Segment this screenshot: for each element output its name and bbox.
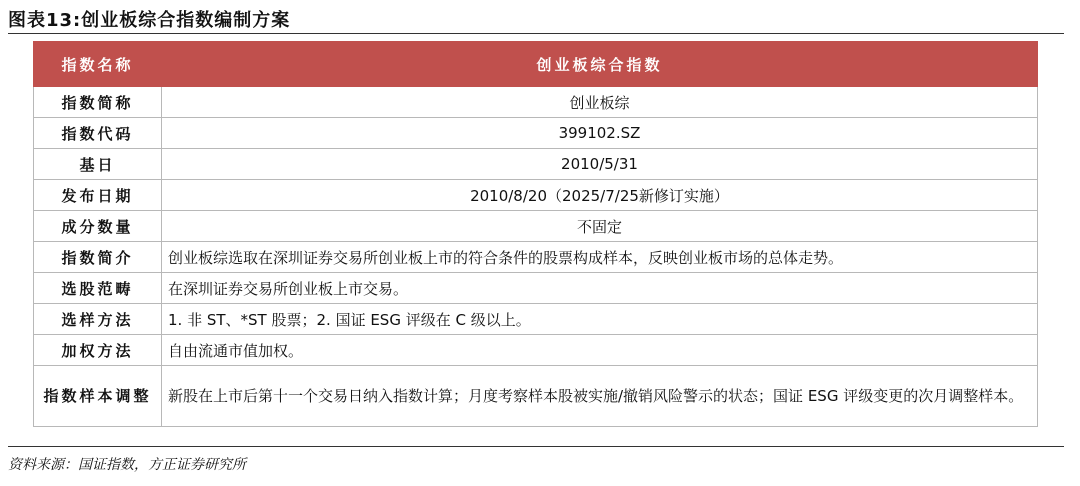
source-note: 资料来源：国证指数，方正证券研究所 xyxy=(8,457,246,473)
row-key-selection-method: 选样方法 xyxy=(34,304,162,335)
row-value-short-name: 创业板综 xyxy=(162,87,1038,118)
table-row xyxy=(34,366,1038,427)
table-row xyxy=(34,335,1038,366)
row-value-constituent-count: 不固定 xyxy=(162,211,1038,242)
row-key-selection-scope: 选股范畴 xyxy=(34,273,162,304)
header-key-cell: 指数名称 xyxy=(34,42,162,87)
row-key-introduction: 指数简介 xyxy=(34,242,162,273)
row-value-selection-method: 1. 非 ST、*ST 股票；2. 国证 ESG 评级在 C 级以上。 xyxy=(162,304,1038,335)
row-value-code: 399102.SZ xyxy=(162,118,1038,149)
table-row xyxy=(34,87,1038,118)
row-key-base-date: 基日 xyxy=(34,149,162,180)
bottom-divider xyxy=(8,446,1064,447)
table-row xyxy=(34,304,1038,335)
row-value-adjustment: 新股在上市后第十一个交易日纳入指数计算；月度考察样本股被实施/撤销风险警示的状态；国证 ESG 评级变更的次月调整样本。 xyxy=(162,366,1038,427)
table-row xyxy=(34,273,1038,304)
index-spec-table xyxy=(33,41,1038,427)
table-row xyxy=(34,242,1038,273)
table-row xyxy=(34,118,1038,149)
row-key-release-date: 发布日期 xyxy=(34,180,162,211)
row-value-selection-scope: 在深圳证券交易所创业板上市交易。 xyxy=(162,273,1038,304)
table-row xyxy=(34,149,1038,180)
row-value-release-date: 2010/8/20（2025/7/25新修订实施） xyxy=(162,180,1038,211)
row-key-adjustment: 指数样本调整 xyxy=(34,366,162,427)
row-key-short-name: 指数简称 xyxy=(34,87,162,118)
row-key-code: 指数代码 xyxy=(34,118,162,149)
row-key-weighting: 加权方法 xyxy=(34,335,162,366)
row-value-weighting: 自由流通市值加权。 xyxy=(162,335,1038,366)
row-value-base-date: 2010/5/31 xyxy=(162,149,1038,180)
table-row xyxy=(34,211,1038,242)
title-divider xyxy=(8,33,1064,34)
header-value-cell: 创业板综合指数 xyxy=(162,42,1038,87)
table-row xyxy=(34,180,1038,211)
row-key-constituent-count: 成分数量 xyxy=(34,211,162,242)
row-value-introduction: 创业板综选取在深圳证券交易所创业板上市的符合条件的股票构成样本，反映创业板市场的总体走势。 xyxy=(162,242,1038,273)
table-header-row xyxy=(34,42,1038,87)
figure-title: 图表13:创业板综合指数编制方案 xyxy=(8,10,291,31)
